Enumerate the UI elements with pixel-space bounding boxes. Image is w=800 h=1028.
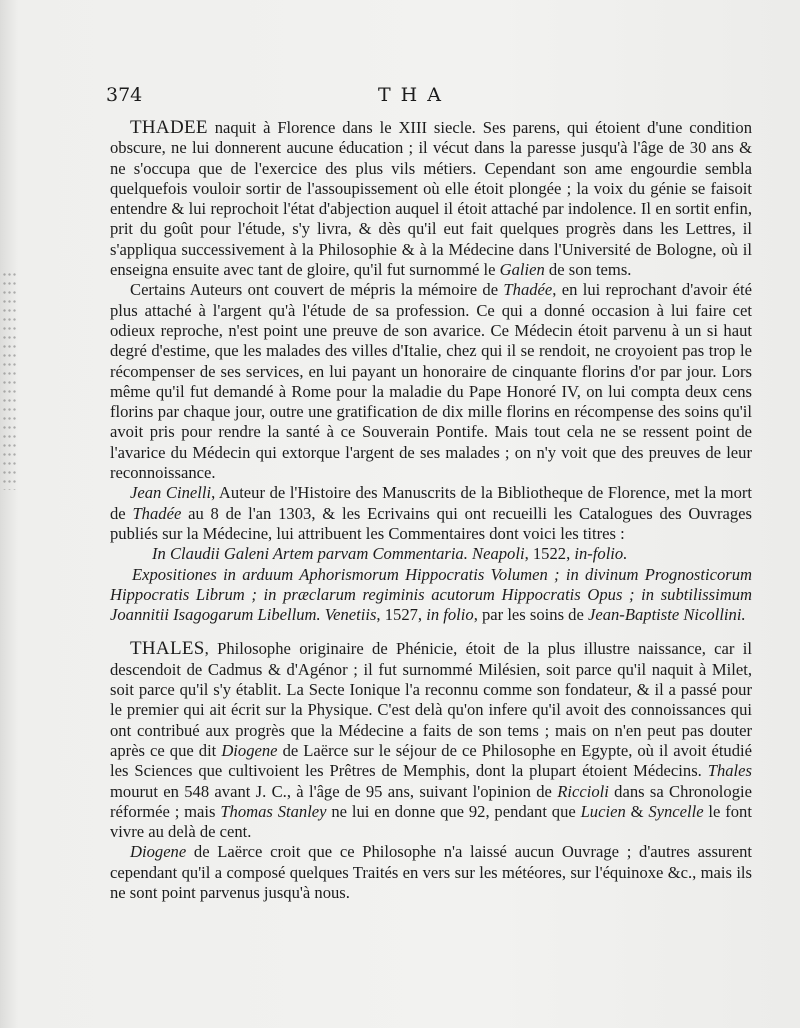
running-head: THA — [378, 84, 451, 106]
entry-thadee-para-2: Certains Auteurs ont couvert de mépris la mémoire de Thadée, en lui reprochant d'avoir été plus attaché à l'argent qu'à l'étude de sa profession. Ce qui a donné occasion à lui faire cet odieux reproche, n'est point une preuve de son avarice. Ce Médecin étoit parvenu à un si haut degré d'estime, que les malades des villes d'Italie, chez qui il se rendoit, ne croyoient pas trop le récompenser de ses services, en lui payant un honoraire de cinquante florins d'or par jour. Lors même qu'il fut demandé à Rome pour la maladie du Pape Honoré IV, on lui compta deux cens florins par chaque jour, outre une gratification de dix mille florins en récompense des soins qu'il avoit pris pour rendre la santé à ce Souverain Pontife. Mais tout cela ne se ressent point de l'avarice du Médecin qui extorque l'argent de ses malades ; on n'y voit que des preuves de leur reconnoissance. — [110, 280, 752, 483]
citation-2: Expositiones in arduum Aphorismorum Hippocratis Volumen ; in divinum Prognosticorum Hippocratis Librum ; in præclarum regiminis acutorum Hippocratis Opus ; in subtilissimum Joannitii Isagogarum Libellum. Venetiis, 1527, in folio, par les soins de Jean-Baptiste Nicollini. — [110, 564, 752, 625]
entry-thadee-para-3: Jean Cinelli, Auteur de l'Histoire des Manuscrits de la Bibliotheque de Florence, met la mort de Thadée au 8 de l'an 1303, & les Ecrivains qui ont recueilli les Catalogues des Ouvrages publiés sur la Médecine, lui attribuent les Commentaires dont voici les titres : — [110, 483, 752, 543]
page-edge-shadow — [2, 270, 16, 490]
citation-1: In Claudii Galeni Artem parvam Commentaria. Neapoli, 1522, in-folio. — [152, 544, 628, 564]
entry-thales-para-1: THALES, Philosophe originaire de Phénicie, étoit de la plus illustre naissance, car il descendoit de Cadmus & d'Agénor ; il fut surnommé Milésien, soit parce qu'il naquit à Milet, soit parce qu'il s'y établit. La Secte Ionique l'a reconnu comme son fondateur, & il a passé pour le premier qui ait écrit sur la Physique. C'est delà qu'on infere qu'il avoit des connoissances qui ont contribué aux progrès que la Médecine a faits de son tems ; mais on n'en peut pas douter après ce que dit Diogene de Laërce sur le séjour de ce Philosophe en Egypte, où il avoit étudié les Sciences que cultivoient les Prêtres de Memphis, dont la plupart étoient Médecins. Thales mourut en 548 avant J. C., à l'âge de 95 ans, suivant l'opinion de Riccioli dans sa Chronologie réformée ; mais Thomas Stanley ne lui en donne que 92, pendant que Lucien & Syncelle le font vivre au delà de cent. — [110, 638, 753, 842]
page-body — [110, 118, 752, 903]
headword-thales: THALES — [130, 638, 205, 660]
page-number: 374 — [106, 84, 143, 106]
headword-thadee: THADEE — [130, 117, 208, 138]
page-header — [106, 84, 760, 110]
entry-thadee-para-1: THADEE naquit à Florence dans le XIII siecle. Ses parens, qui étoient d'une condition obscure, ne lui donnerent aucune éducation ; il vécut dans la paresse jusqu'à l'âge de 30 ans & ne s'occupa que de l'exercice des plus vils métiers. Cependant son ame engourdie sembla quelquefois vouloir sortir de l'assoupissement où elle étoit plongée ; la voix du génie se faisoit entendre & lui reprochoit l'état d'abjection auquel il étoit attaché par indolence. Il en sortit enfin, prit du goût pour l'étude, s'y livra, & dès qu'il eut fait quelques progrès dans les Lettres, il s'appliqua successivement à la Philosophie & à la Médecine dans l'Université de Bologne, où il enseigna ensuite avec tant de gloire, qu'il fut surnommé le Galien de son tems. — [110, 117, 752, 280]
entry-thales-para-2: Diogene de Laërce croit que ce Philosophe n'a laissé aucun Ouvrage ; d'autres assurent cependant qu'il a composé quelques Traités en vers sur les météores, sur l'équinoxe &c., mais ils ne sont point parvenus jusqu'à nous. — [110, 842, 752, 902]
